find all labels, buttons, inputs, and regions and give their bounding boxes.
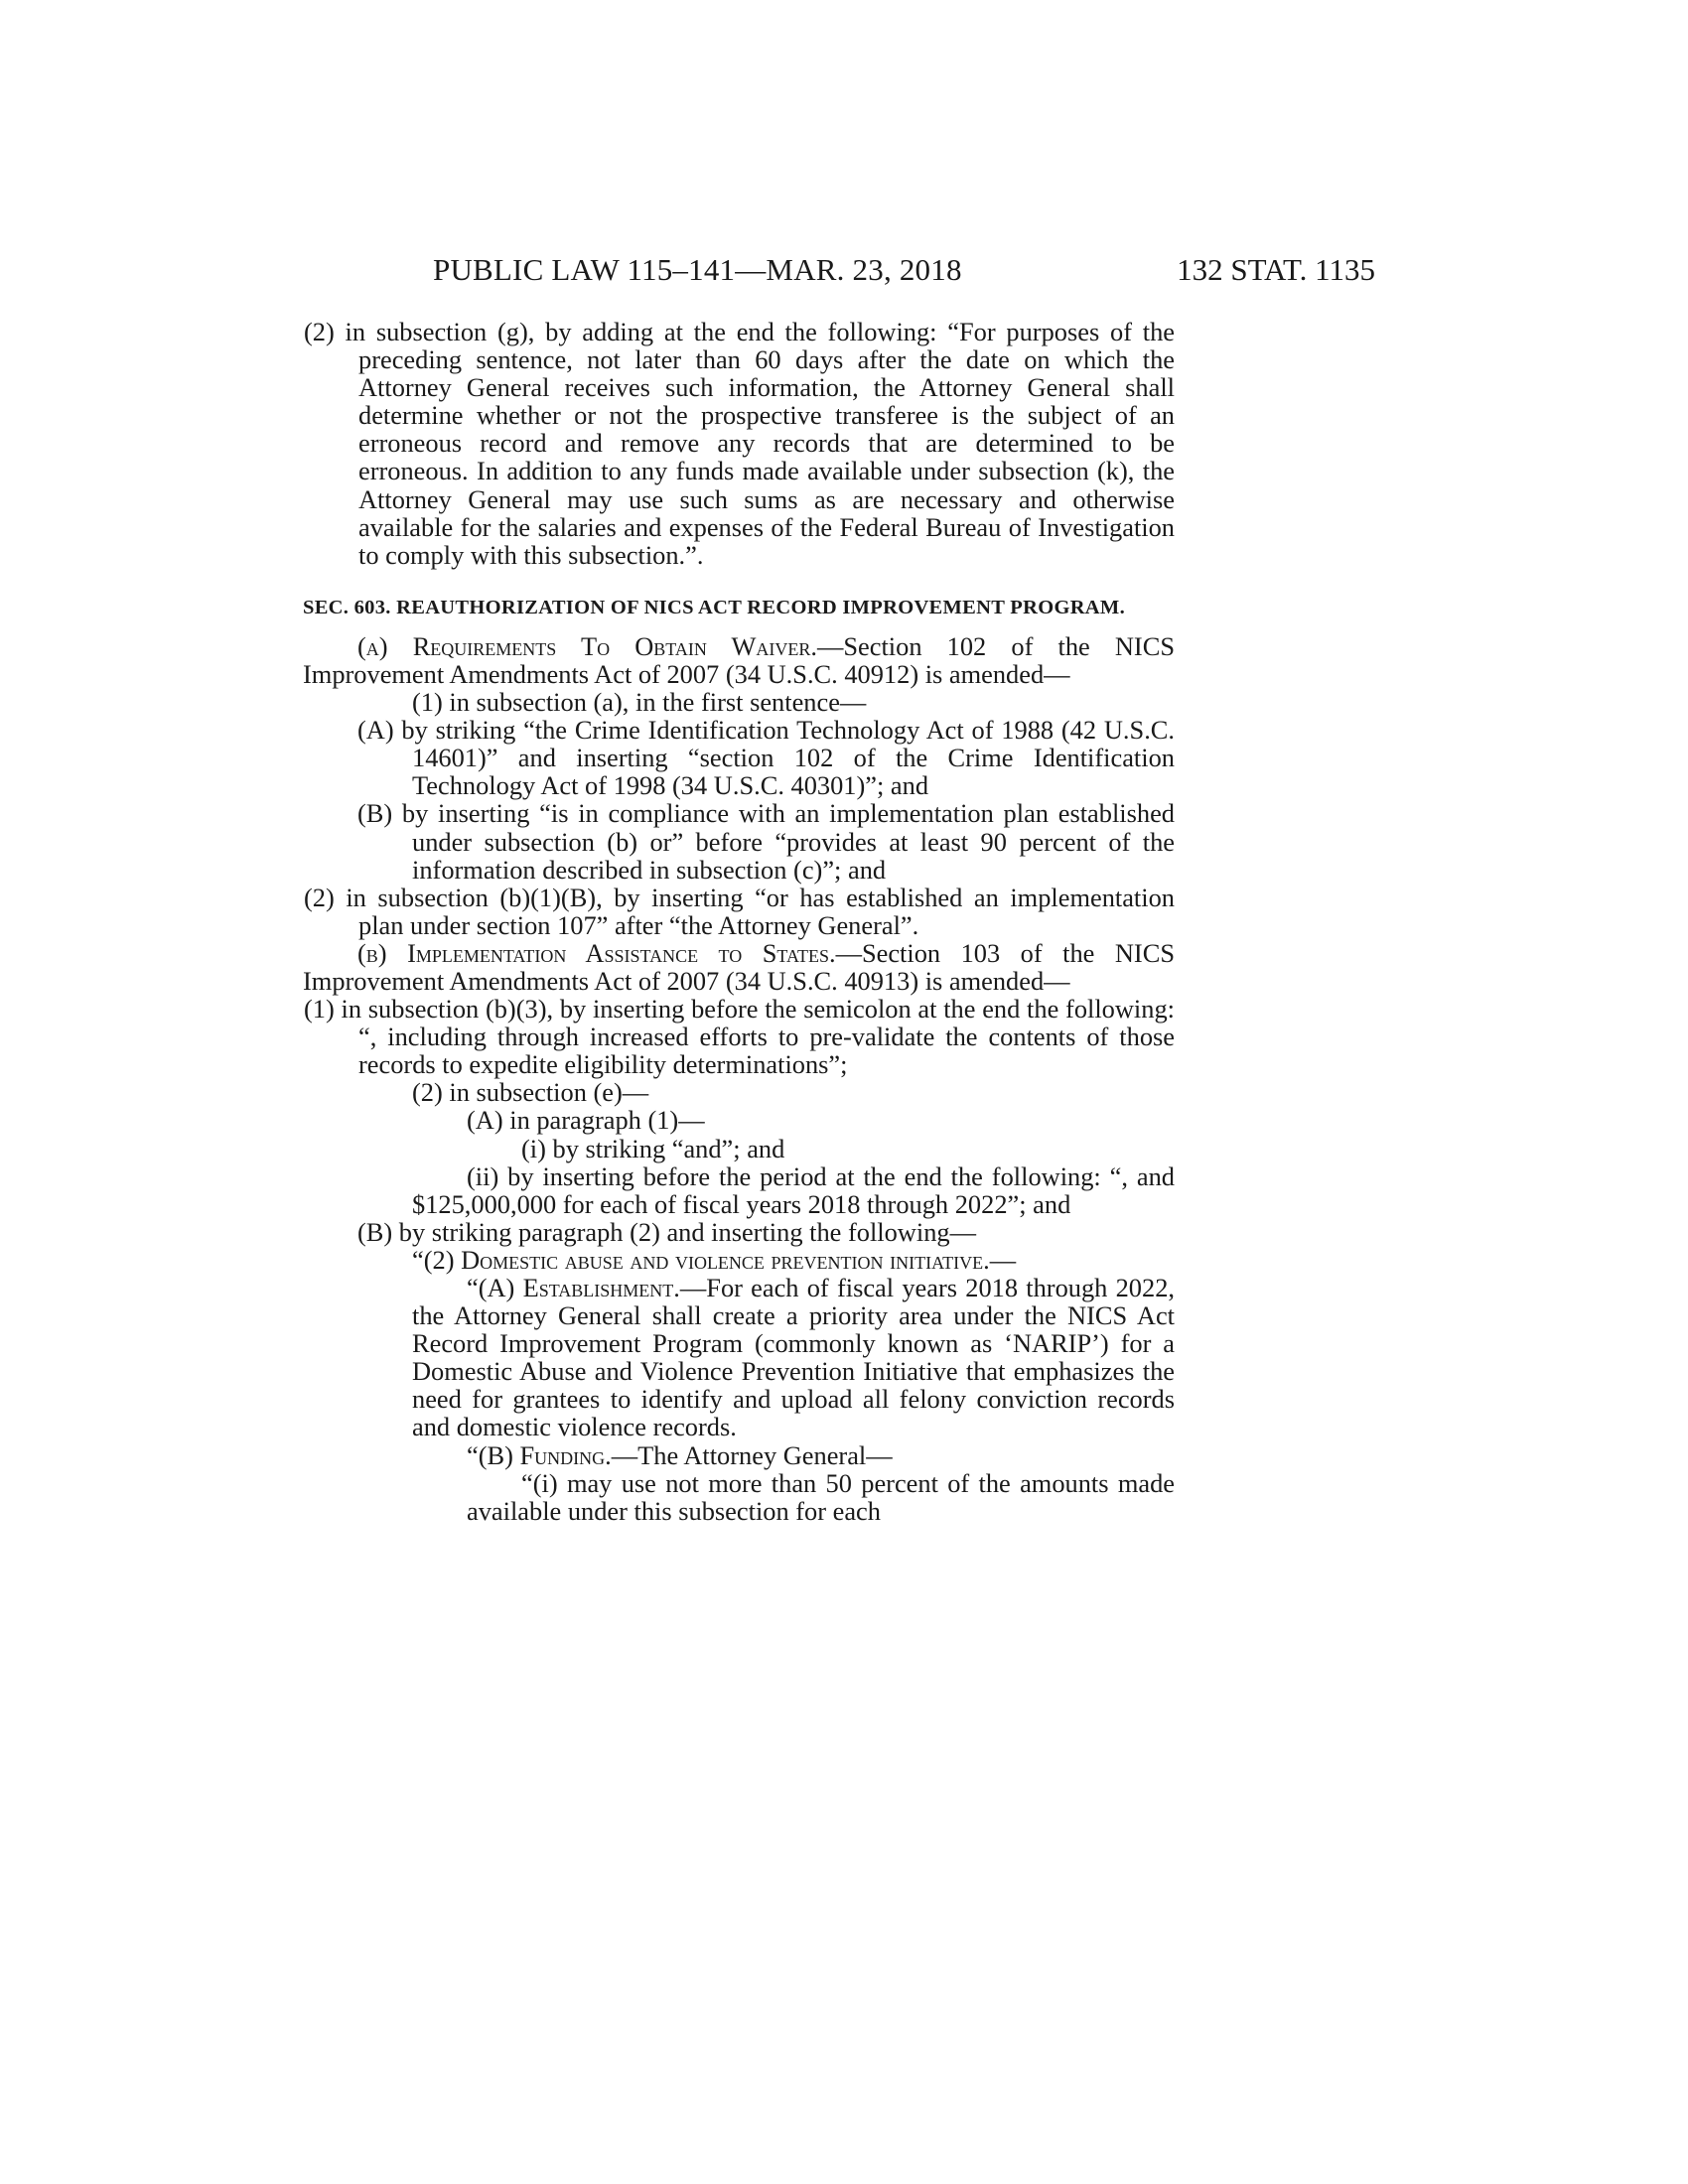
quoted-subparagraph-A-heading: “(A) Establishment. — [467, 1273, 680, 1302]
subsection-a-paragraph-1-A: (A) by striking “the Crime Identification Technology Act of 1988 (42 U.S.C. 14601)” and inserting “section 102 of the Crime Identification Technology Act of 1998 (34 U.S.C. 40301)”; and — [357, 715, 1175, 801]
clause-i: (i) by striking “and”; and — [521, 1133, 785, 1163]
quoted-subparagraph-A-text: —For each of fiscal years 2018 through 2022, the Attorney General shall create a priority area under the NICS Act Record Improvement Program (commonly known as ‘NARIP’) for a Domestic Abuse and Violence Prevention Initiative that emphasizes the need for grantees to identify and upload all felony conviction records and domestic violence records. — [412, 1273, 1175, 1442]
paragraph-2-subsection-g: (2) in subsection (g), by adding at the end the following: “For purposes of the preceding sentence, not later than 60 days after the date on which the Attorney General receives such information, the Attorney General shall determine whether or not the prospective transferee is the subject of an erroneous record and remove any records that are determined to be erroneous. In addition to any funds made available under subsection (k), the Attorney General may use such sums as are necessary and otherwise available for the salaries and expenses of the Federal Bureau of Investigation to comply with this subsection.”. — [304, 317, 1175, 570]
quoted-subparagraph-B-text: —The Attorney General— — [611, 1439, 893, 1470]
quoted-subparagraph-A — [303, 1274, 1175, 1441]
section-603-heading: SEC. 603. REAUTHORIZATION OF NICS ACT RECORD IMPROVEMENT PROGRAM. — [303, 596, 1125, 618]
subsection-a-paragraph-1: (1) in subsection (a), in the first sentence— — [412, 687, 867, 718]
subsection-b-text: —Section 103 of the NICS Improvement Amendments Act of 2007 (34 U.S.C. 40913) is amended— — [303, 937, 1175, 996]
running-head-title: PUBLIC LAW 115–141—MAR. 23, 2018 — [433, 252, 962, 287]
subsection-a-paragraph-2: (2) in subsection (b)(1)(B), by inserting “or has established an implementation plan under section 107” after “the Attorney General”. — [304, 882, 1175, 940]
quoted-paragraph-2-dash: — — [989, 1244, 1017, 1275]
quoted-paragraph-2-heading — [303, 1246, 1175, 1274]
subsection-b — [303, 939, 1175, 995]
subsection-a-paragraph-1-B: (B) by inserting “is in compliance with an implementation plan established under subsection (b) or” before “provides at least 90 percent of the information described in subsection (c)”; and — [357, 798, 1175, 885]
quoted-subparagraph-B — [303, 1441, 1175, 1469]
subsection-b-heading: (b) Implementation Assistance to States. — [357, 937, 836, 968]
subsection-b-paragraph-2: (2) in subsection (e)— — [412, 1077, 649, 1108]
subsection-b-paragraph-2-B: (B) by striking paragraph (2) and inserting the following— — [357, 1216, 976, 1247]
running-head — [298, 250, 1375, 290]
subsection-b-paragraph-1: (1) in subsection (b)(3), by inserting before the semicolon at the end the following: “, including through increased efforts to pre-validate the contents of those records to expedite eligibility determinations”; — [304, 994, 1175, 1080]
clause-ii: (ii) by inserting before the period at the end the following: “, and $125,000,000 for each of fiscal years 2018 through 2022”; and — [412, 1160, 1175, 1219]
quoted-clause-i: “(i) may use not more than 50 percent of the amounts made available under this subsection for each — [467, 1467, 1175, 1526]
statute-body — [303, 318, 1175, 1525]
subsection-a-text: —Section 102 of the NICS Improvement Amendments Act of 2007 (34 U.S.C. 40912) is amended— — [303, 630, 1175, 689]
subsection-a — [303, 632, 1175, 688]
quoted-subparagraph-B-heading: “(B) Funding. — [467, 1439, 612, 1470]
subsection-b-paragraph-2-A: (A) in paragraph (1)— — [467, 1105, 705, 1136]
subsection-a-heading: (a) Requirements To Obtain Waiver. — [357, 630, 817, 661]
statute-page-citation: 132 STAT. 1135 — [1177, 252, 1375, 287]
quoted-paragraph-2-label: “(2) Domestic abuse and violence prevention initiative. — [412, 1244, 990, 1275]
